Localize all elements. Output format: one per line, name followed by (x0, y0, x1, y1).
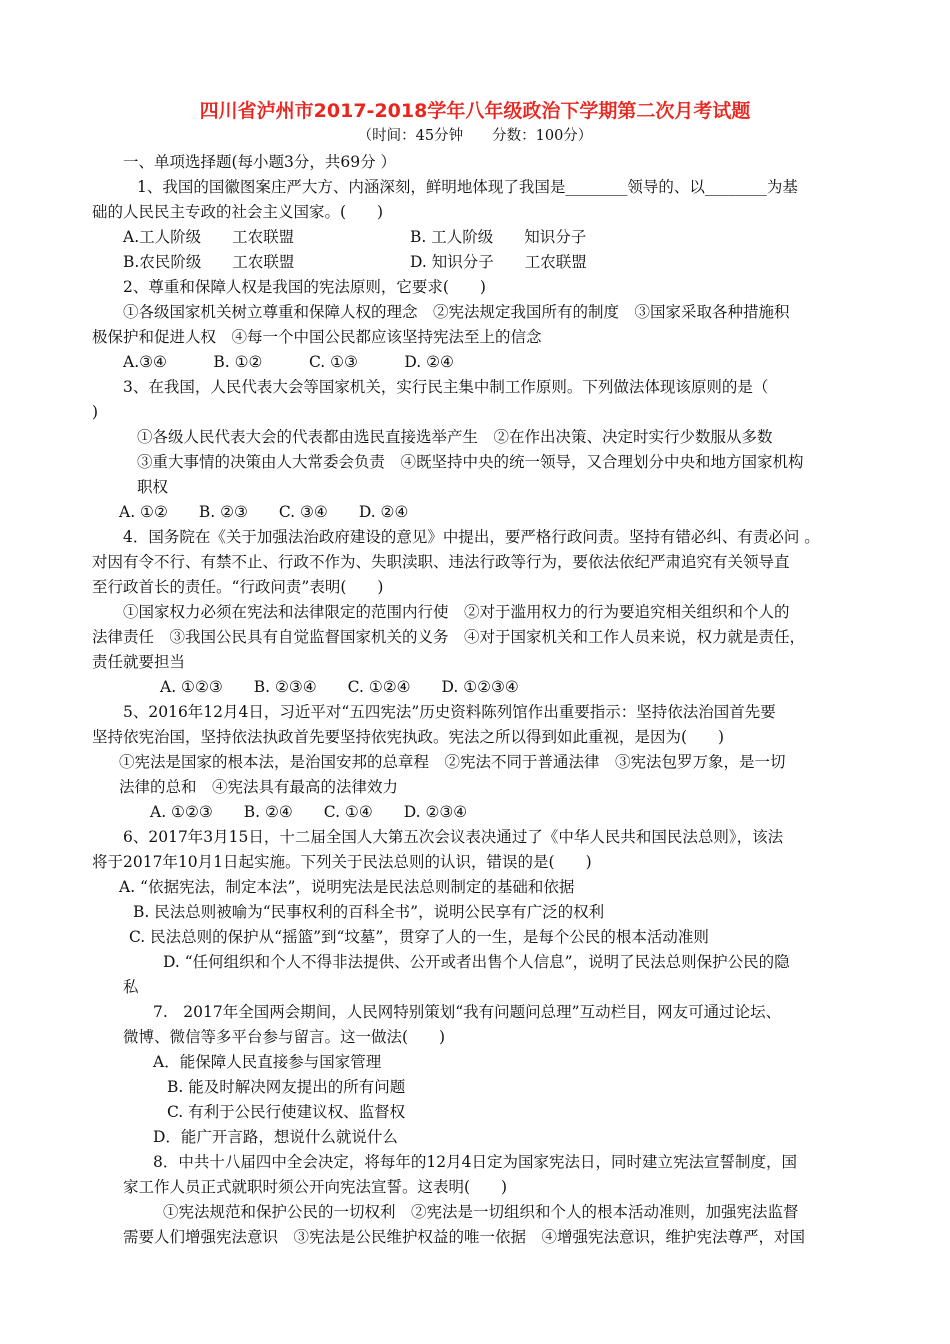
q4-line4: ①国家权力必须在宪法和法律限定的范围内行使 ②对于滥用权力的行为要追究相关组织和个人的 (123, 603, 790, 621)
q7-option-b: B. 能及时解决网友提出的所有问题 (167, 1078, 406, 1096)
q8-line3: ①宪法规范和保护公民的一切权利 ②宪法是一切组织和个人的根本活动准则，加强宪法监督 (163, 1203, 799, 1221)
q1-line2: 础的人民民主专政的社会主义国家。( ) (92, 203, 384, 221)
q3-line1: 3、在我国，人民代表大会等国家机关，实行民主集中制工作原则。下列做法体现该原则的是（ (123, 378, 769, 396)
q4-line1: 4．国务院在《关于加强法治政府建设的意见》中提出，要严格行政问责。坚持有错必纠、有责必问 。 (123, 528, 820, 546)
q4-line6: 责任就要担当 (92, 653, 186, 671)
q2-line1: 2、尊重和保障人权是我国的宪法原则，它要求( ) (123, 278, 486, 296)
q1-option-c: B.农民阶级 工农联盟 (123, 253, 295, 271)
q3-line4: ③重大事情的决策由人大常委会负责 ④既坚持中央的统一领导，又合理划分中央和地方国家机构 (137, 453, 804, 471)
q1-line1: 1、我国的国徽图案庄严大方、内涵深刻，鲜明地体现了我国是________领导的、以________为基 (137, 178, 798, 196)
q6-option-a: A. “依据宪法，制定本法”，说明宪法是民法总则制定的基础和依据 (119, 878, 575, 896)
q3-line3: ①各级人民代表大会的代表都由选民直接选举产生 ②在作出决策、决定时实行少数服从多数 (137, 428, 773, 446)
q6-option-d-cont: 私 (123, 978, 139, 996)
q8-line1: 8．中共十八届四中全会决定，将每年的12月4日定为国家宪法日，同时建立宪法宣誓制度，国 (153, 1153, 797, 1171)
q5-line4: 法律的总和 ④宪法具有最高的法律效力 (119, 778, 399, 796)
q3-options: A. ①② B. ②③ C. ③④ D. ②④ (119, 503, 409, 521)
q6-line2: 将于2017年10月1日起实施。下列关于民法总则的认识，错误的是( ) (92, 853, 592, 871)
q8-line4: 需要人们增强宪法意识 ③宪法是公民维护权益的唯一依据 ④增强宪法意识，维护宪法尊严，对国 (123, 1228, 806, 1246)
q1-option-b: B. 工人阶级 知识分子 (410, 228, 587, 246)
q7-line2: 微博、微信等多平台参与留言。这一做法( ) (123, 1028, 446, 1046)
q7-line1: 7. 2017年全国两会期间，人民网特别策划“我有问题问总理”互动栏目，网友可通过论坛、 (153, 1003, 782, 1021)
q3-line2: ) (92, 403, 99, 421)
q4-line3: 至行政首长的责任。“行政问责”表明( ) (92, 578, 384, 596)
exam-subtitle: （时间：45分钟 分数：100分） (357, 128, 593, 144)
q6-option-c: C. 民法总则的保护从“摇篮”到“坟墓”，贯穿了人的一生，是每个公民的根本活动准则 (129, 928, 709, 946)
q2-line3: 极保护和促进人权 ④每一个中国公民都应该坚持宪法至上的信念 (92, 328, 542, 346)
q5-line2: 坚持依宪治国，坚持依法执政首先要坚持依宪执政。宪法之所以得到如此重视，是因为( ) (92, 728, 725, 746)
q5-options: A. ①②③ B. ②④ C. ①④ D. ②③④ (150, 803, 468, 821)
q5-line3: ①宪法是国家的根本法，是治国安邦的总章程 ②宪法不同于普通法律 ③宪法包罗万象，是一切 (119, 753, 786, 771)
q8-line2: 家工作人员正式就职时须公开向宪法宣誓。这表明( ) (123, 1178, 508, 1196)
q6-option-b: B. 民法总则被喻为“民事权利的百科全书”，说明公民享有广泛的权利 (133, 903, 605, 921)
q4-line5: 法律责任 ③我国公民具有自觉监督国家机关的义务 ④对于国家机关和工作人员来说，权力就是责任， (92, 628, 806, 646)
q4-line2: 对因有令不行、有禁不止、行政不作为、失职渎职、违法行政等行为，要依法依纪严肃追究有关领导直 (92, 553, 790, 571)
q6-option-d: D. “任何组织和个人不得非法提供、公开或者出售个人信息”，说明了民法总则保护公民的隐 (163, 953, 790, 971)
exam-title: 四川省泸州市2017-2018学年八年级政治下学期第二次月考试题 (199, 100, 751, 122)
q6-line1: 6、2017年3月15日，十二届全国人大第五次会议表决通过了《中华人民共和国民法总则》，该法 (123, 828, 784, 846)
q1-option-a: A.工人阶级 工农联盟 (123, 228, 295, 246)
section-heading: 一、单项选择题(每小题3分，共69分 ） (123, 153, 397, 171)
q7-option-c: C. 有利于公民行使建议权、监督权 (167, 1103, 406, 1121)
q7-option-a: A．能保障人民直接参与国家管理 (153, 1053, 382, 1071)
q4-options: A. ①②③ B. ②③④ C. ①②④ D. ①②③④ (160, 678, 519, 696)
q2-options: A.③④ B. ①② C. ①③ D. ②④ (123, 353, 454, 371)
q1-option-d: D. 知识分子 工农联盟 (410, 253, 587, 271)
q5-line1: 5、2016年12月4日，习近平对“五四宪法”历史资料陈列馆作出重要指示：坚持依法治国首先要 (123, 703, 776, 721)
q7-option-d: D．能广开言路，想说什么就说什么 (153, 1128, 398, 1146)
q2-line2: ①各级国家机关树立尊重和保障人权的理念 ②宪法规定我国所有的制度 ③国家采取各种措施积 (123, 303, 790, 321)
q3-line5: 职权 (137, 478, 169, 496)
